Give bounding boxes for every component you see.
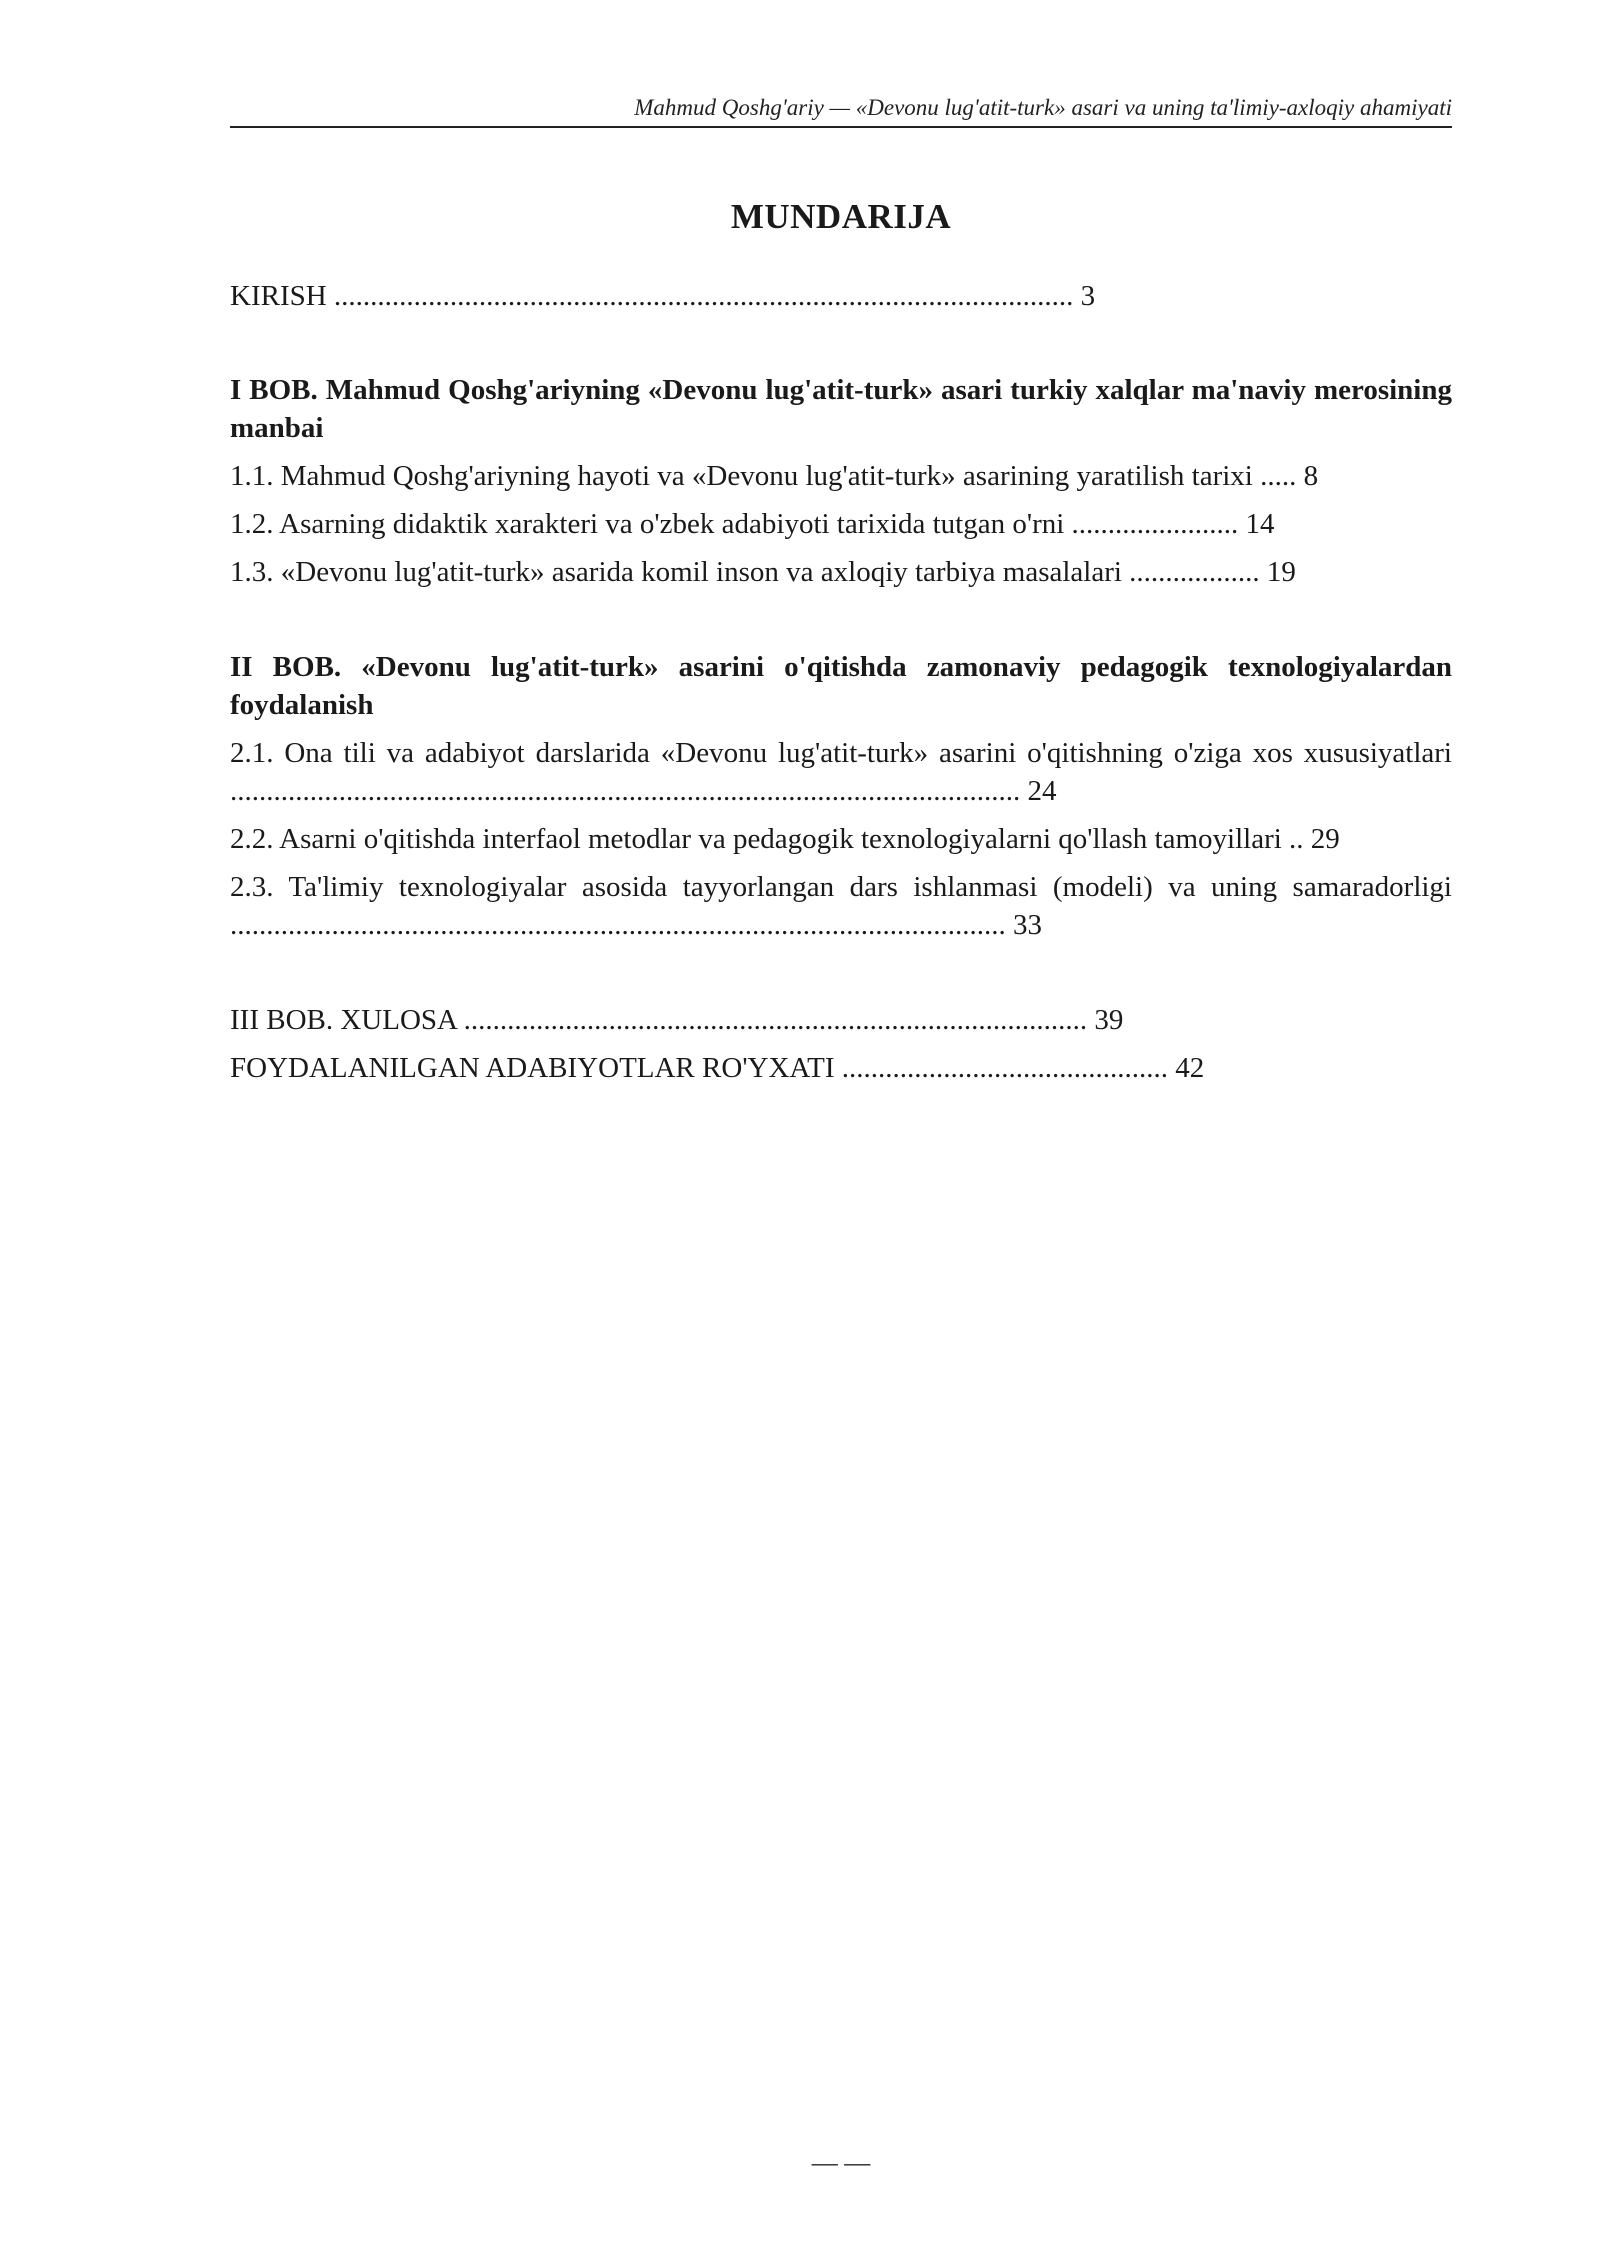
toc-entry-conclusion[interactable]: III BOB. XULOSA ...................................................................................... 39 <box>230 1004 1124 1036</box>
toc-entry-2-1[interactable]: 2.1. Ona tili va adabiyot darslarida «Devonu lug'atit-turk» asarini o'qitishning o'ziga xos xususiyatlari ............................................................................................................. 24 <box>230 737 1452 807</box>
header-rule <box>230 126 1452 128</box>
toc-closing-group <box>230 1001 1452 1087</box>
toc-chapter-2-heading[interactable]: II BOB. «Devonu lug'atit-turk» asarini o'qitishda zamonaviy pedagogik texnologiyalardan foydalanish <box>230 651 1452 721</box>
toc-entry-1-1[interactable]: 1.1. Mahmud Qoshg'ariyning hayoti va «Devonu lug'atit-turk» asarining yaratilish tarixi ..... 8 <box>230 460 1319 492</box>
page-number-marker: — — <box>811 2148 871 2177</box>
toc-chapter-1-heading[interactable]: I BOB. Mahmud Qoshg'ariyning «Devonu lug'atit-turk» asari turkiy xalqlar ma'naviy merosining manbai <box>230 374 1452 444</box>
toc-title: MUNDARIJA <box>730 197 952 236</box>
document-page <box>230 0 1452 2262</box>
toc-entry-1-3[interactable]: 1.3. «Devonu lug'atit-turk» asarida komil inson va axloqiy tarbiya masalalari .................. 19 <box>230 556 1296 588</box>
running-header: Mahmud Qoshg'ariy — «Devonu lug'atit-turk» asari va uning ta'limiy-axloqiy ahamiyati <box>634 95 1452 120</box>
table-of-contents <box>230 277 1452 1097</box>
toc-entry-bibliography[interactable]: FOYDALANILGAN ADABIYOTLAR RO'YXATI ............................................. 42 <box>230 1052 1205 1084</box>
toc-entry-2-2[interactable]: 2.2. Asarni o'qitishda interfaol metodlar va pedagogik texnologiyalarni qo'llash tamoyillari .. 29 <box>230 823 1340 855</box>
toc-entry-1-2[interactable]: 1.2. Asarning didaktik xarakteri va o'zbek adabiyoti tarixida tutgan o'rni ....................... 14 <box>230 508 1275 540</box>
toc-entry-intro[interactable]: KIRISH ...................................................................................................... 3 <box>230 280 1096 312</box>
toc-entry-2-3[interactable]: 2.3. Ta'limiy texnologiyalar asosida tayyorlangan dars ishlanmasi (modeli) va uning samaradorligi ........................................................................................................... 33 <box>230 871 1452 941</box>
